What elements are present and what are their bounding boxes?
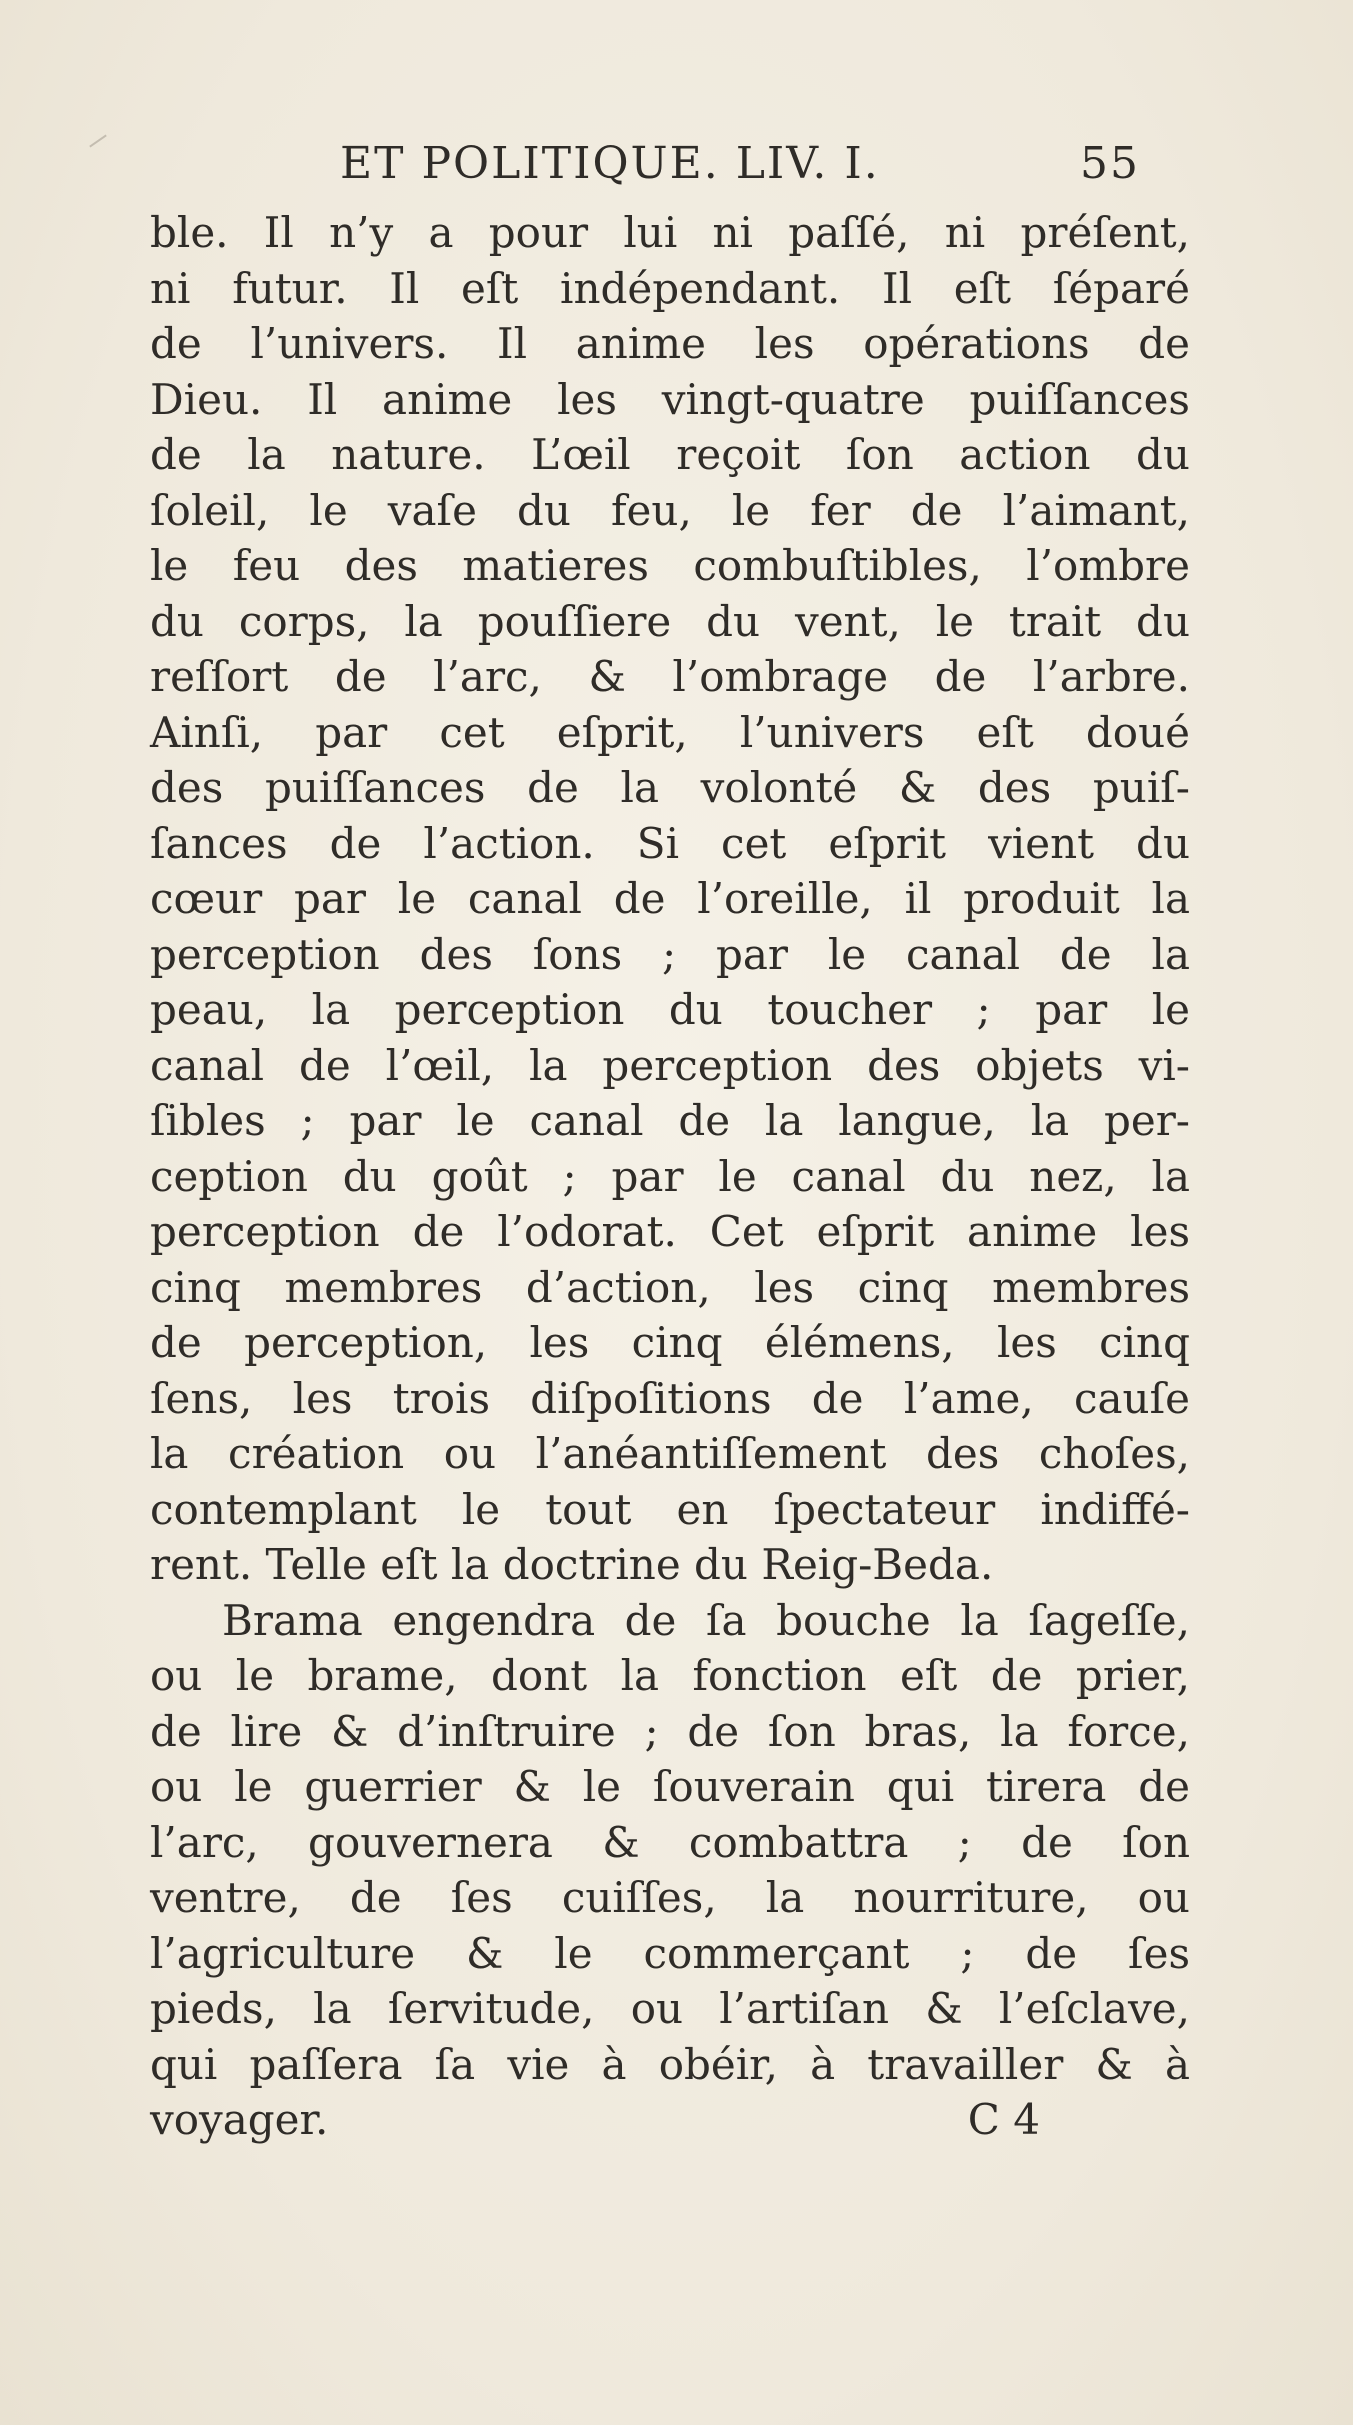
text-line: de la nature. L’œil reçoit ſon action du: [150, 430, 1190, 479]
paragraph-1: [150, 205, 1190, 1593]
text-line: ception du goût ; par le canal du nez, la: [150, 1151, 1190, 1201]
text-body: [150, 205, 1190, 2148]
text-line: l’arc, gouvernera & combattra ; de ſon: [150, 1817, 1190, 1867]
text-line: pieds, la ſervitude, ou l’artiſan & l’eſclave,: [150, 1984, 1190, 2033]
page-number: 55: [1080, 138, 1140, 189]
text-line: peau, la perception du toucher ; par le: [150, 985, 1190, 1034]
text-line: qui paſſera ſa vie à obéir, à travailler & à: [150, 2039, 1190, 2089]
text-line: perception des ſons ; par le canal de la: [150, 929, 1190, 979]
text-line: du corps, la pouſſiere du vent, le trait du: [150, 596, 1190, 646]
final-line-row: [150, 2092, 1040, 2148]
text-line: de l’univers. Il anime les opérations de: [150, 319, 1190, 368]
text-line: cœur par le canal de l’oreille, il produit la: [150, 874, 1190, 923]
text-line: de lire & d’inſtruire ; de ſon bras, la force,: [150, 1706, 1190, 1756]
text-line: Brama engendra de ſa bouche la ſageſſe,: [222, 1595, 1190, 1645]
text-line: le feu des matieres combuſtibles, l’ombre: [150, 541, 1190, 590]
text-line: perception de l’odorat. Cet eſprit anime les: [150, 1207, 1190, 1256]
text-line: cinq membres d’action, les cinq membres: [150, 1262, 1190, 1312]
paragraph-2: [150, 1593, 1190, 2148]
text-line: contemplant le tout en ſpectateur indiffé-: [150, 1484, 1190, 1534]
text-line: ble. Il n’y a pour lui ni paſſé, ni préſent,: [150, 208, 1190, 257]
text-line: ſens, les trois diſpoſitions de l’ame, cauſe: [150, 1373, 1190, 1423]
text-line: rent. Telle eſt la doctrine du Reig-Beda.: [150, 1540, 994, 1589]
text-line: ſoleil, le vaſe du feu, le fer de l’aimant,: [150, 485, 1190, 535]
final-word: voyager.: [150, 2095, 329, 2144]
text-line: l’agriculture & le commerçant ; de ſes: [150, 1928, 1190, 1978]
text-line: ou le guerrier & le ſouverain qui tirera de: [150, 1762, 1190, 1811]
text-line: Ainſi, par cet eſprit, l’univers eſt doué: [150, 707, 1190, 757]
text-line: la création ou l’anéantiſſement des choſes,: [150, 1429, 1190, 1478]
text-line: des puiſſances de la volonté & des puiſ-: [150, 763, 1190, 812]
signature-mark: C 4: [967, 2095, 1040, 2144]
text-line: de perception, les cinq élémens, les cinq: [150, 1318, 1190, 1367]
text-line: ou le brame, dont la fonction eſt de prier,: [150, 1651, 1190, 1700]
text-line: ſances de l’action. Si cet eſprit vient du: [150, 818, 1190, 868]
paper-mark: [89, 134, 107, 147]
text-line: canal de l’œil, la perception des objets vi-: [150, 1040, 1190, 1090]
text-line: ventre, de ſes cuiſſes, la nourriture, ou: [150, 1873, 1190, 1922]
text-line: ſibles ; par le canal de la langue, la per-: [150, 1096, 1190, 1145]
text-line: Dieu. Il anime les vingt-quatre puiſſances: [150, 374, 1190, 424]
text-line: ni futur. Il eſt indépendant. Il eſt ſéparé: [150, 263, 1190, 313]
text-line: reſſort de l’arc, & l’ombrage de l’arbre.: [150, 652, 1190, 701]
running-header: [340, 138, 1220, 198]
header-title: ET POLITIQUE. LIV. I.: [340, 138, 880, 189]
